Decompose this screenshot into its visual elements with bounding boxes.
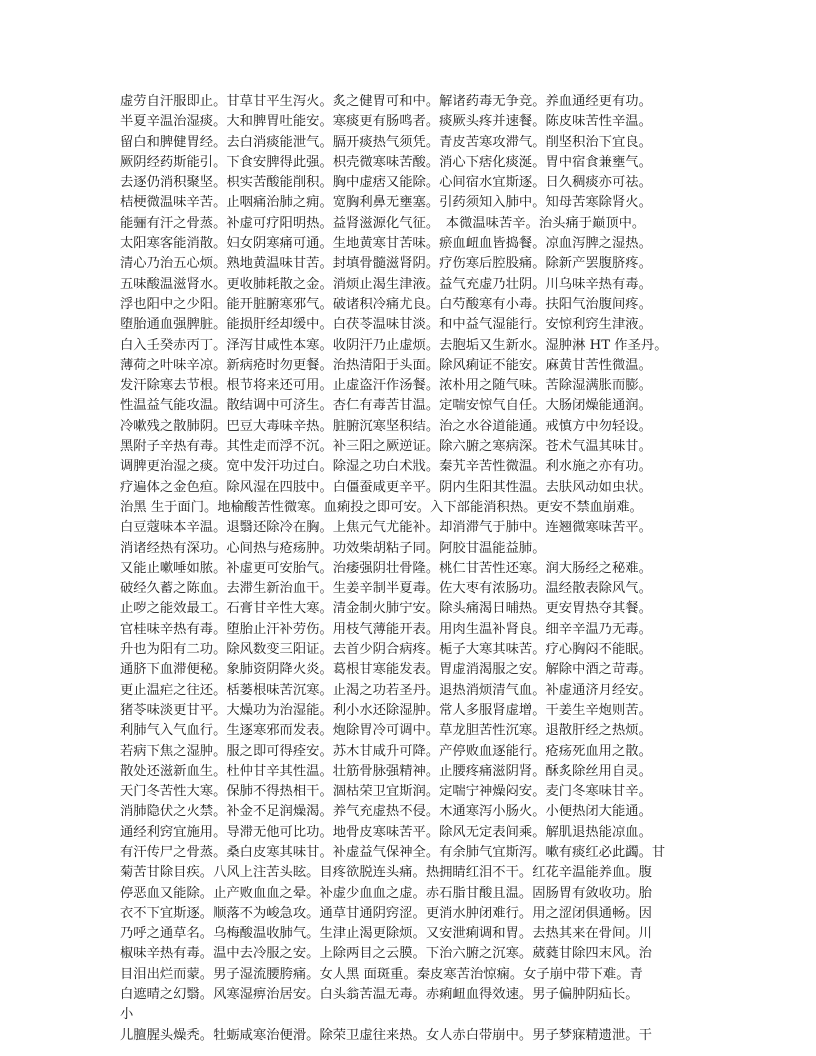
text-line: 更止温疟之往还。栝蒌根味苦沉寒。止渴之功若圣丹。退热消烦清气血。补虚通济月经安。 bbox=[120, 682, 652, 698]
text-line: 椒味辛热有毒。温中去冷服之安。上除两目之云膜。下治六腑之沉寒。葳蕤甘除四末风。治 bbox=[120, 946, 652, 962]
text-line: 天门冬苦性大寒。保肺不得热相干。涸枯荣卫宜斯润。定喘宁神燥闷安。麦门冬寒味甘辛。 bbox=[120, 784, 652, 800]
text-line: 又能止嗽唾如脓。补虚更可安胎气。治痿强阴壮骨隆。桃仁甘苦性还寒。润大肠经之秘难。 bbox=[120, 560, 652, 576]
text-line: 白豆蔻味本辛温。退翳还除冷在胸。上焦元气尤能补。却消滞气于肺中。连翘微寒味苦平。 bbox=[120, 520, 652, 536]
text-line: 调脾更治湿之痰。宽中发汗功过白。除湿之功白术戕。秦艽辛苦性微温。利水施之亦有功。 bbox=[120, 459, 652, 475]
text-line: 厥阴经药斯能引。下食安脾得此强。枳壳微寒味苦酸。消心下痞化痰涎。胃中宿食兼壅气。 bbox=[120, 154, 652, 170]
document-body bbox=[120, 92, 690, 1046]
text-line: 能骊有汗之骨蒸。补虚可疗阳明热。益肾滋源化气征。 本微温味苦辛。治头痛于巅顶中。 bbox=[120, 215, 646, 231]
text-line: 发汗除寒去节根。根节将来还可用。止虚盗汗作汤餐。浓朴用之随气味。苦除湿满胀而膨。 bbox=[120, 378, 652, 394]
text-line: 薄荷之叶味辛凉。新病疮时勿更餐。治热清阳于头面。除风痢证不能安。麻黄甘苦性微温。 bbox=[120, 357, 652, 373]
text-line: 白遮晴之幻翳。风寒湿痹治居安。白头翁苦温无毒。赤痢衄血得效速。男子偏肿阴疝长。 bbox=[120, 987, 639, 1003]
text-line: 儿膻腥头燥秃。牡蛎咸寒治便滑。除荣卫虚往来热。女人赤白带崩中。男子梦寐精遗泄。干 bbox=[120, 1027, 652, 1043]
text-line: 升也为阳有二功。除风数变三阳证。去首少阴合病疼。栀子大寒其味苦。疗心胸闷不能眠。 bbox=[120, 642, 652, 658]
text-line: 若病下焦之湿肿。服之即可得痊安。苏木甘咸升可降。产停败血逐能行。疮疡死血用之散。 bbox=[120, 743, 652, 759]
text-line: 利肺气入气血行。生逐寒邪而发表。炮除胃冷可调中。草龙胆苦性沉寒。退散肝经之热烦。 bbox=[120, 723, 652, 739]
text-line: 止哕之能效最工。石膏甘辛性大寒。清金制火肺宁安。除头痛渴日晡热。更安胃热夺其餐。 bbox=[120, 601, 652, 617]
text-line: 官桂味辛热有毒。堕胎止汗补劳伤。用枝气薄能开表。用肉生温补肾良。细辛辛温乃无毒。 bbox=[120, 621, 652, 637]
text-line: 衣不下宜斯逐。顺落不为峻急攻。通草甘通阴窍涩。更消水肿闭难行。用之涩闭俱通畅。因 bbox=[120, 905, 652, 921]
text-line: 破经久蓄之陈血。去滞生新治血干。生姜辛制半夏毒。佐大枣有浓肠功。温经散表除风气。 bbox=[120, 581, 652, 597]
text-line: 通经利窍宜施用。导滞无他可比功。地骨皮寒味苦平。除风无定表间乘。解肌退热能凉血。 bbox=[120, 824, 652, 840]
text-line: 清心乃治五心烦。熟地黄温味甘苦。封填骨髓滋肾阴。疗伤寒后腔股痛。除新产罢腹脐疼。 bbox=[120, 256, 652, 272]
text-line: 浮也阳中之少阳。能开脏腑寒邪气。破诸积冷痛尤良。白芍酸寒有小毒。扶阳气治腹间疼。 bbox=[120, 296, 652, 312]
text-line: 停恶血又能除。止产败血血之晕。补虚少血血之虚。赤石脂甘酸且温。固肠胃有敛收功。胎 bbox=[120, 885, 652, 901]
text-line: 消肺隐伏之火禁。补金不足润燥渴。养气充虚热不侵。木通寒泻小肠火。小便热闭大能通。 bbox=[120, 804, 652, 820]
text-line: 留白和脾健胃经。去白消痰能泄气。膈开痰热气须凭。青皮苦寒攻滞气。削坚积治下宜良。 bbox=[120, 134, 652, 150]
text-line: 五味酸温滋肾水。更收肺耗散之金。消烦止渴生津液。益气充虚乃壮阴。川乌味辛热有毒。 bbox=[120, 276, 652, 292]
text-line: 乃呼之通草名。乌梅酸温收肺气。生津止渴更除烦。又安泄痢调和胃。去热其来在骨间。川 bbox=[120, 926, 652, 942]
text-line: 堕胎通血强脾脏。能损肝经却缓中。白茯苓温味甘淡。和中益气湿能行。安惊利窍生津液。 bbox=[120, 317, 652, 333]
text-line: 去逐仍消积聚坚。枳实苦酸能削积。胸中虚痞又能除。心间宿水宜斯逐。日久稠痰亦可祛。 bbox=[120, 175, 652, 191]
text-line: 疗遍体之金色疸。除风湿在四肢中。白僵蚕咸更辛平。阴内生阳其性温。去肤风动如虫状。 bbox=[120, 479, 652, 495]
text-line: 猪苓味淡更甘平。大燥功为治湿能。利小水还除湿肿。常人多服肾虚增。干姜生辛炮则苦。 bbox=[120, 702, 652, 718]
text-line: 桔梗微温味辛苦。止咽痛治肺之痈。宽胸利鼻无壅塞。引药须知入肺中。知母苦寒除肾火。 bbox=[120, 195, 652, 211]
text-line: 小 bbox=[120, 1007, 134, 1023]
text-line: 黑附子辛热有毒。其性走而浮不沉。补三阳之厥逆证。除六腑之寒病深。苍术气温其味甘。 bbox=[120, 439, 652, 455]
text-line: 半夏辛温治湿痰。大和脾胃吐能安。寒痰更有肠鸣者。痰厥头疼并速餐。陈皮味苦性辛温。 bbox=[120, 114, 652, 130]
text-line: 太阳寒客能消散。妇女阴寒痛可通。生地黄寒甘苦味。瘀血衄血皆捣餐。凉血泻脾之湿热。 bbox=[120, 236, 652, 252]
text-line: 虚劳自汗服即止。甘草甘平生泻火。炙之健胃可和中。解诸药毒无争竞。养血通经更有功。 bbox=[120, 94, 652, 109]
text-line: 散处还滋新血生。杜仲甘辛其性温。壮筋骨脉强精神。止腰疼痛滋阴肾。酥炙除丝用自灵。 bbox=[120, 763, 652, 779]
text-line: 冷嗽残之散肺阴。巴豆大毒味辛热。脏腑沉寒坚积结。治之水谷道能通。戒慎方中勿轻设。 bbox=[120, 418, 652, 434]
text-line: 通脐下血滞便秘。象肺资阴降火炎。葛根甘寒能发表。胃虚消渴服之安。解除中酒之苛毒。 bbox=[120, 662, 652, 678]
text-line: 性温益气能攻温。散结调中可济生。杏仁有毒苦甘温。定喘安惊气自任。大肠闭燥能通润。 bbox=[120, 398, 652, 414]
text-line: 目泪出烂而蒙。男子湿流腰胯痛。女人黑 面斑重。秦皮寒苦治惊痫。女子崩中带下难。青 bbox=[120, 966, 643, 982]
text-line: 菊苦甘除目疾。八风上注苦头眩。目疼欲脱连头痛。热拥睛红泪不干。红花辛温能养血。腹 bbox=[120, 865, 652, 881]
text-line: 消诸经热有深功。心间热与疮疡肿。功效柴胡粘子同。阿胶甘温能益肺。 bbox=[120, 540, 546, 556]
text-line: 有汗传尸之骨蒸。桑白皮寒其味甘。补虚益气保神全。有余肺气宜斯泻。嗽有痰红必此蠲。甘 bbox=[120, 844, 666, 860]
text-line: 治黑 生于面门。地榆酸苦性微寒。血痢投之即可安。入下部能消积热。更安不禁血崩难。 bbox=[120, 499, 643, 515]
text-line: 白入壬癸赤丙丁。泽泻甘咸性本寒。收阴汗乃止虚烦。去胞垢又生新水。湿肿淋 HT 作圣丹。 bbox=[120, 337, 668, 353]
